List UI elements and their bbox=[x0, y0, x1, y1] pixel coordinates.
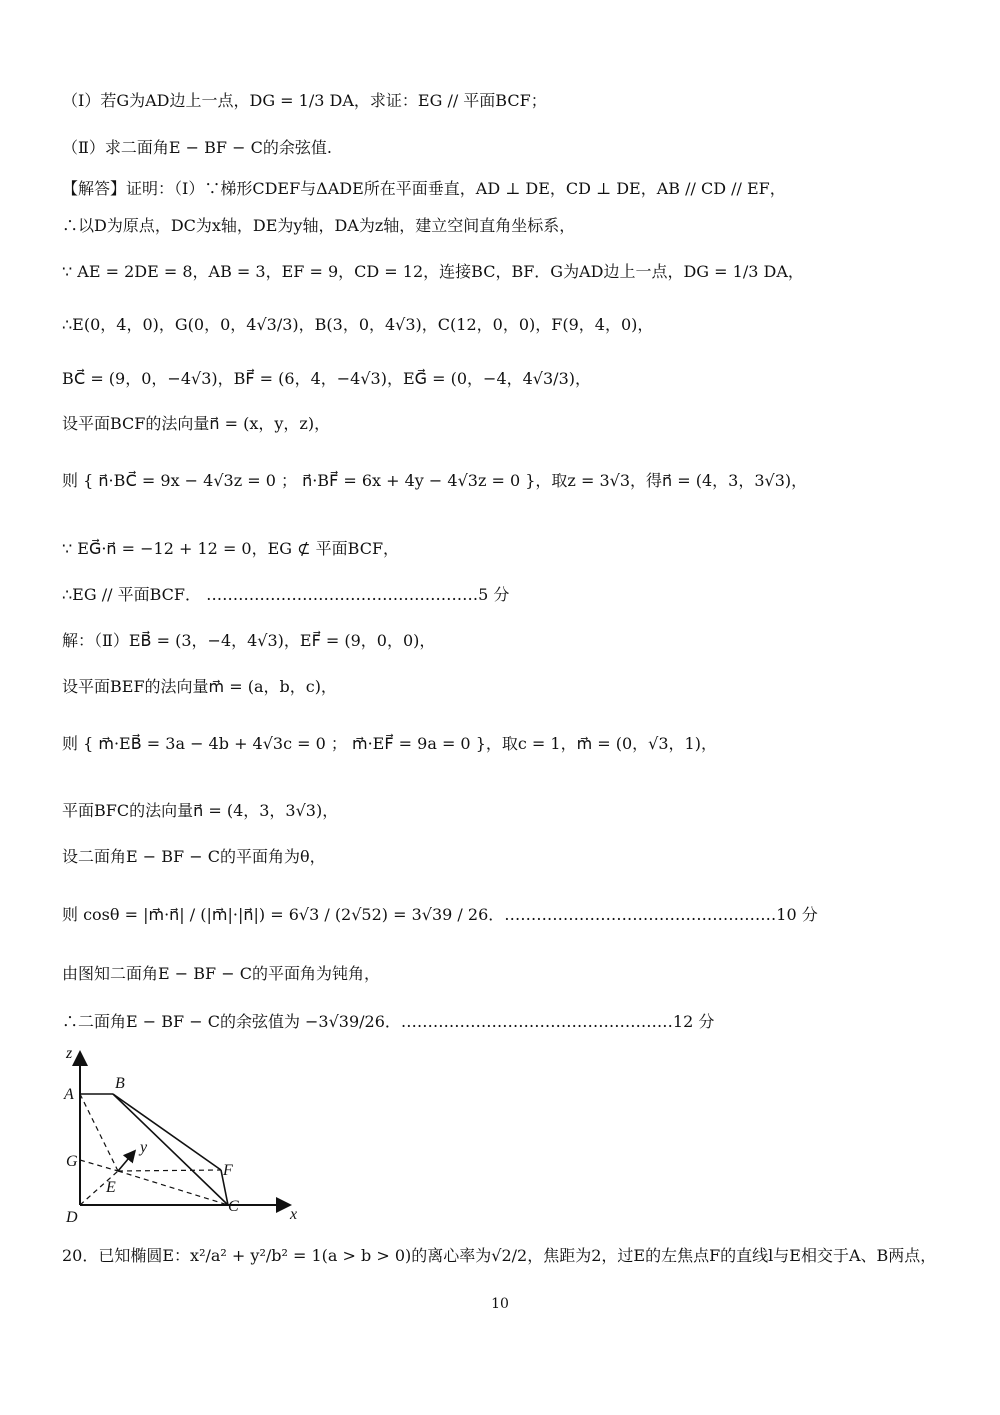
label-x: x bbox=[290, 1206, 298, 1223]
text-line: BC⃗ = (9，0，−4√3)，BF⃗ = (6，4，−4√3)，EG⃗ = (0，−4，4√3/3)， bbox=[62, 369, 591, 388]
text-line: 设平面BCF的法向量n⃗ = (x，y，z)， bbox=[62, 414, 331, 433]
label-e: E bbox=[106, 1179, 116, 1196]
edge-ae bbox=[80, 1094, 118, 1171]
text-line: ∴E(0，4，0)，G(0，0，4√3/3)，B(3，0，4√3)，C(12，0，0)，F(9，4，0)， bbox=[62, 315, 654, 334]
text-line: 则 { n⃗·BC⃗ = 9x − 4√3z = 0 ； n⃗·BF⃗ = 6x + 4y − 4√3z = 0 }，取z = 3√3，得n⃗ = (4，3，3√3)， bbox=[62, 471, 808, 490]
text-line: 由图知二面角E − BF − C的平面角为钝角， bbox=[62, 964, 380, 983]
geometry-figure bbox=[58, 1040, 308, 1230]
text-line: 平面BFC的法向量n⃗ = (4，3，3√3)， bbox=[62, 801, 339, 820]
text-line: ∴EG // 平面BCF． ……………………………………………5 分 bbox=[62, 585, 510, 604]
text-line: 则 { m⃗·EB⃗ = 3a − 4b + 4√3c = 0 ； m⃗·EF⃗ = 9a = 0 }，取c = 1，m⃗ = (0，√3，1)， bbox=[62, 734, 717, 753]
label-y: y bbox=[140, 1139, 148, 1156]
text-line: ∴二面角E − BF − C的余弦值为 −3√39/26．……………………………………………12 分 bbox=[62, 1012, 715, 1031]
text-line: （Ⅰ）若G为AD边上一点，DG = 1/3 DA，求证：EG // 平面BCF； bbox=[62, 91, 547, 110]
y-axis bbox=[118, 1152, 134, 1171]
label-b: B bbox=[115, 1075, 125, 1092]
label-g: G bbox=[66, 1153, 78, 1170]
text-line: 则 cosθ = |m⃗·n⃗| / (|m⃗|·|n⃗|) = 6√3 / (2√52) = 3√39 / 26．……………………………………………10 分 bbox=[62, 905, 818, 924]
text-line: 设二面角E − BF − C的平面角为θ， bbox=[62, 847, 326, 866]
label-f: F bbox=[223, 1162, 233, 1179]
text-line: 解：（Ⅱ）EB⃗ = (3，−4，4√3)，EF⃗ = (9，0，0)， bbox=[62, 631, 436, 650]
text-line: ∵ AE = 2DE = 8，AB = 3，EF = 9，CD = 12，连接BC，BF．G为AD边上一点，DG = 1/3 DA， bbox=[62, 262, 804, 281]
edge-ef bbox=[118, 1170, 221, 1171]
label-c: C bbox=[228, 1198, 239, 1215]
edge-ge bbox=[80, 1160, 118, 1171]
text-line: 设平面BEF的法向量m⃗ = (a，b，c)， bbox=[62, 677, 337, 696]
page-number: 10 bbox=[491, 1296, 509, 1312]
text-line: 20．已知椭圆E：x²/a² + y²/b² = 1(a > b > 0)的离心率为√2/2，焦距为2，过E的左焦点F的直线l与E相交于A、B两点， bbox=[62, 1246, 937, 1265]
text-line: ∵ EG⃗·n⃗ = −12 + 12 = 0，EG ⊄ 平面BCF， bbox=[62, 539, 400, 558]
text-line: ∴以D为原点，DC为x轴，DE为y轴，DA为z轴，建立空间直角坐标系， bbox=[62, 216, 576, 235]
label-a: A bbox=[64, 1086, 74, 1103]
text-line: （Ⅱ）求二面角E − BF − C的余弦值. bbox=[62, 138, 332, 157]
label-z: z bbox=[66, 1045, 73, 1062]
text-line: 【解答】证明：（Ⅰ）∵梯形CDEF与ΔADE所在平面垂直，AD ⊥ DE，CD ⊥ DE，AB // CD // EF， bbox=[62, 179, 786, 198]
edge-bc bbox=[113, 1094, 228, 1205]
label-d: D bbox=[66, 1209, 78, 1226]
